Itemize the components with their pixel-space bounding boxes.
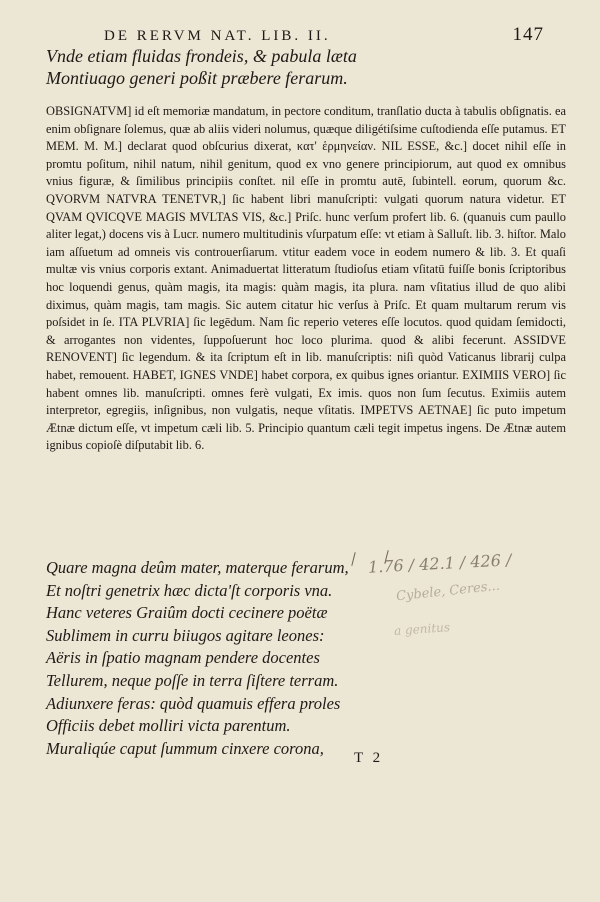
verse-line: Quare magna deûm mater, materque ferarum,	[46, 558, 349, 577]
verse-line: Aëris in ſpatio magnam pendere docentes	[46, 648, 320, 668]
verse-line: Muraliqúe caput ſummum cinxere corona,	[46, 738, 324, 758]
verse-line: Officiis debet molliri victa parentum.	[46, 716, 291, 736]
commentary-paragraph: OBSIGNATVM] id eſt memoriæ mandatum, in pectore conditum, tranſlatio ducta à tabulis obſignatis. ea enim obſignare ſolemus, quæ ab aliis videri nolumus, quæque diligétiſsime cuſtodienda eſſe putamus. ET MEM. M. M.] declarat quod obſcurius dixerat, κατ' ἑρμηνείαν. NIL ESSE, &c.] docet nihil eſſe in promtu poſitum, nihil natum, nihil genitum, quod ex vno genere principiorum, aut quod ex omnibus vnius figuræ, & ſimilibus principiis conſtet. nil eſſe in promtu autē, ſubintell. eorum, quorum &c. QVORVM NATVRA TENETVR,] ſic habent libri manuſcripti: vulgati quorum natura videtur. ET QVAM QVICQVE MAGIS MVLTAS VIS, &c.] Priſc. hunc verſum profert lib. 6. (quanuis cum paullo aliter legat,) docens vis à Lucr. numero multitudinis vſurpatum eſſe: vt etiam à Salluſt. lib. 3. hiſtor. Malo iam aſſuetum ad omneis vis controuerſiarum. vtitur eadem voce in eodem numero & lib. 3. Et quaſi multæ vis vnius corporis extant. Animaduertat litteratum ſtudioſus etiam vſitatū fuiſſe bonis ſcriptoribus hoc loquendi genus, quàm magis, ita magis: quàm magis, ita plura. nam vſitatius illud de quo alibi diximus, quàm magis, tam magis. Sic autem citatur hic verſus à Priſc. Et quam multarum rerum vis poſsidet in ſe. ITA PLVRIA] ſic legēdum. Nam ſic reperio veteres eſſe locutos. quod quidam ſemidocti, & arrogantes non videntes, ſuppoſuerunt hoc loco plurima. quod & alibi fecerunt. ASSIDVE RENOVENT] ſic legendum. & ita ſcriptum eſt in lib. manuſcriptis: niſi quòd Vaticanus librarij culpa habet, remouent. HABET, IGNES VNDE] habet corpora, ex quibus ignes oriantur. EXIMIIS VERO] ſic habent omnes lib. manuſcripti. omnes ferè vulgati, Ex imis. quos non ſum ſecutus. Eximiis autem interpretor, egregiis, inſignibus, non vulgatis, neque vſitatis. IMPETVS AETNAE] ſic puto impetum Ætnæ dictum eſſe, vt impetum cæli lib. 5. Principio quantum cæli tegit impetus ingens. De Ætnæ autem ignibus copioſè diſputabit lib. 6.	[46, 104, 566, 453]
commentary	[46, 103, 566, 455]
running-head: DE RERVM NAT. LIB. II.	[104, 28, 331, 44]
verse-top	[46, 45, 566, 89]
verse-bottom	[46, 557, 366, 760]
signature-mark: T 2	[354, 750, 384, 766]
verse-line: Tellurem, neque poſſe in terra ſiſtere terram.	[46, 670, 339, 690]
handwritten-annotation: 1.76 / 42.1 / 426 /	[367, 550, 512, 577]
faint-annotation: a genitus	[393, 620, 451, 638]
verse-line: Sublimem in curru biiugos agitare leones:	[46, 625, 325, 645]
page-number: 147	[512, 24, 544, 45]
verse-line: Et noſtri genetrix hæc dicta'ſt corporis vna.	[46, 580, 333, 600]
faint-annotation: Cybele, Ceres...	[395, 578, 501, 605]
verse-line: Adiunxere feras: quòd quamuis effera proles	[46, 693, 341, 713]
verse-line: Vnde etiam fluidas frondeis, & pabula læta	[46, 46, 357, 66]
verse-line: Hanc veteres Graiûm docti cecinere poëtæ	[46, 603, 328, 623]
verse-line: Montiuago generi poßit præbere ferarum.	[46, 68, 348, 88]
